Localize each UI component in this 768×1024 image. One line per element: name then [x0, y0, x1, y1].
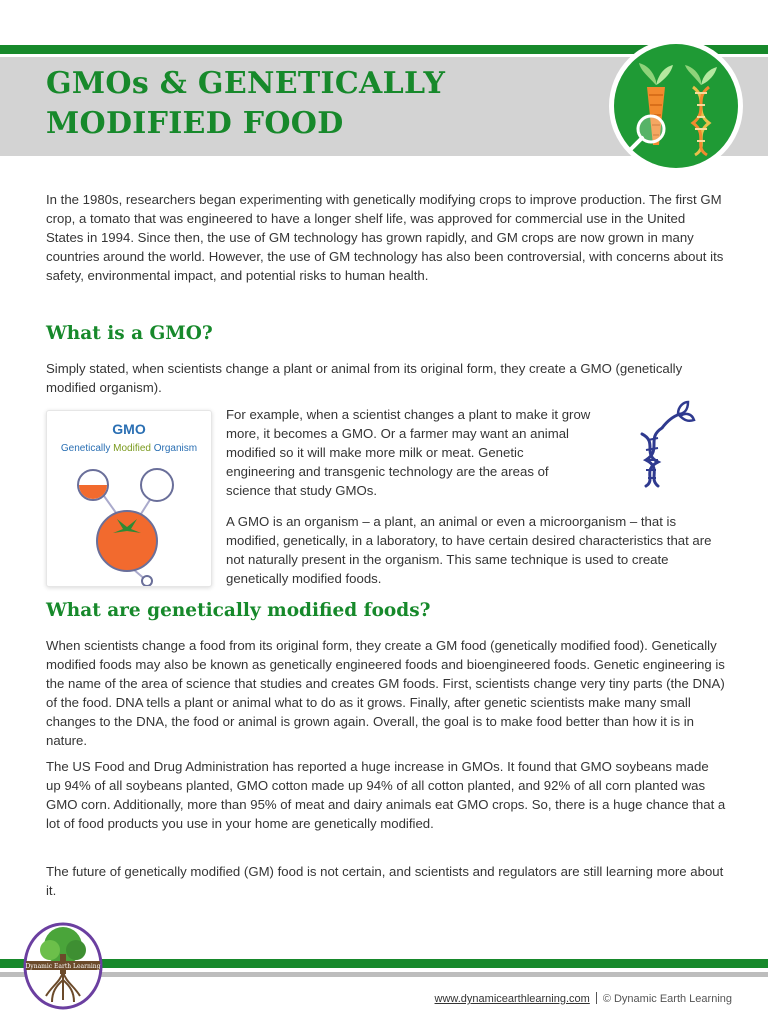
gmo-definition-paragraph: Simply stated, when scientists change a plant or animal from its original form, they create a GMO (genetically modified organism). [46, 361, 683, 395]
page-title [46, 64, 445, 144]
footer [435, 992, 732, 1005]
gmo-card-word-organism: Organism [153, 443, 198, 454]
gm-food-paragraph: When scientists change a food from its original form, they create a GM food (genetically modified food). Genetically modified foods may also be known as genetically engineered foods and bioengineered foods. Genetic engineering is the name of the area of science that studies and creates GM foods. First, scientists change very tiny parts (the DNA) of the food. DNA tells a plant or animal what to do as it grows. Finally, after genetic scientists make many small changes to the DNA, the food or animal is grown again. Overall, the goal is to make food better than how it is in nature. [46, 638, 725, 748]
gmo-card-word-modified: Modified [113, 443, 151, 454]
gmo-card-subtitle [47, 443, 211, 454]
gmo-example-paragraph: For example, when a scientist changes a plant to make it grow more, it becomes a GMO. Or a farmer may want an animal modified so it will make more milk or meat. Genetic engineering and transgenic technology are the areas of science that study GMOs. [226, 407, 591, 498]
tomato-molecule-illustration [47, 461, 211, 586]
intro-paragraph: In the 1980s, researchers began experimenting with genetically modifying crops to improve production. The first GM crop, a tomato that was engineered to have a longer shelf life, was approved for commercial use in the United States in 1994. Since then, the use of GM technology has grown rapidly, and GM crops are now grown in many countries around the world. However, the use of GM technology has also been controversial, with concerns about its safety, environmental impact, and potential risks to human health. [46, 192, 724, 283]
footer-separator [596, 992, 597, 1004]
copyright-text: © Dynamic Earth Learning [602, 993, 732, 1005]
carrot-dna-magnifier-icon [607, 37, 745, 175]
tree-logo-icon[interactable] [22, 920, 104, 1012]
website-link[interactable]: www.dynamicearthlearning.com [434, 993, 590, 1005]
section-heading-what-is-gmo: What is a GMO? [46, 323, 213, 344]
gmo-illustration-card [46, 410, 212, 587]
title-line-2: MODIFIED FOOD [46, 106, 344, 141]
gmo-organism-paragraph: A GMO is an organism – a plant, an animal or even a microorganism – that is modified, genetically, in a laboratory, to have certain desired characteristics that are not naturally present in the organism. This same technique is used to create genetically modified foods. [226, 514, 712, 586]
dna-sprout-icon [628, 398, 700, 488]
bottom-green-bar [0, 959, 768, 968]
logo-text: Dynamic Earth Learning [25, 963, 101, 970]
title-line-1: GMOs & GENETICALLY [46, 66, 446, 101]
fda-statistics-paragraph: The US Food and Drug Administration has reported a huge increase in GMOs. It found that GMO soybeans made up 94% of all soybeans planted, GMO cotton made up 94% of all cotton planted, and 92% of all corn planted was GMO corn. Additionally, more than 95% of meat and dairy animals eat GMO crops. So, there is a huge chance that a lot of food products you use in your home are genetically modified. [46, 759, 726, 831]
gmo-card-word-genetically: Genetically [60, 443, 111, 454]
section-heading-gm-foods: What are genetically modified foods? [46, 600, 431, 621]
future-paragraph: The future of genetically modified (GM) food is not certain, and scientists and regulators are still learning more about it. [46, 864, 724, 898]
bottom-grey-bar [0, 972, 768, 977]
gmo-card-label: GMO [112, 421, 146, 437]
